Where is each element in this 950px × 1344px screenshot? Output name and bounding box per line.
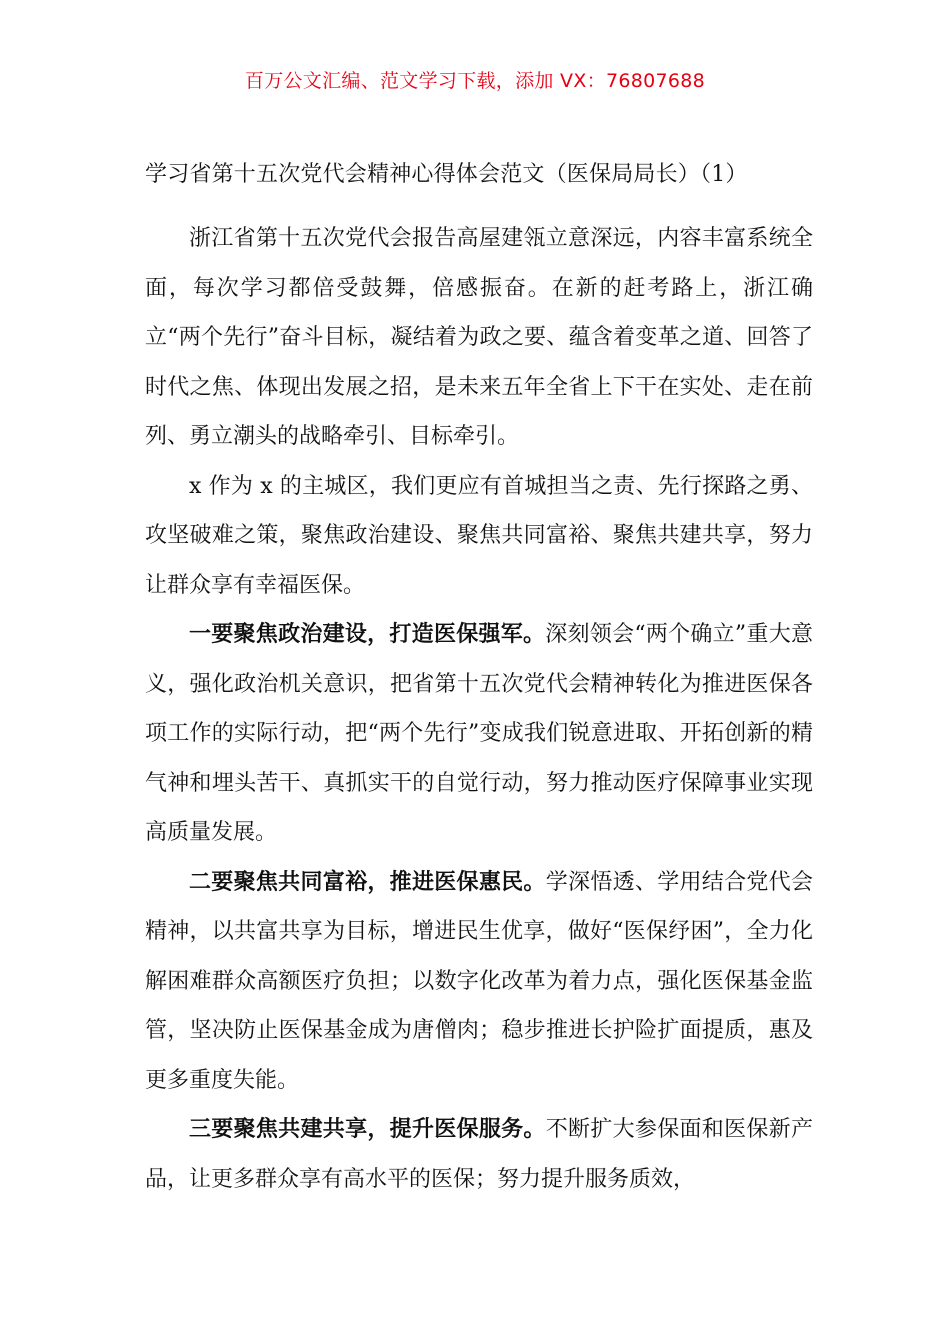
document-title: 学习省第十五次党代会精神心得体会范文（医保局局长）（1）: [145, 162, 748, 187]
paragraph-text: 深刻领会“两个确立”重大意义，强化政治机关意识，把省第十五次党代会精神转化为推进医保各项工作的实际行动，把“两个先行”变成我们锐意进取、开拓创新的精气神和埋头苦干、真抓实干的自觉行动，努力推动医疗保障事业实现高质量发展。: [145, 622, 813, 845]
paragraph-lead: 二要聚焦共同富裕，推进医保惠民。: [189, 868, 546, 895]
paragraph-point-2: [145, 858, 813, 1106]
paragraph-context: [145, 462, 813, 611]
paragraph-lead: 三要聚焦共建共享，提升医保服务。: [189, 1116, 546, 1142]
header-banner: 百万公文汇编、范文学习下载，添加 VX：76807688: [244, 70, 706, 92]
paragraph-lead: 一要聚焦政治建设，打造医保强军。: [189, 621, 546, 647]
paragraph-text: 不断扩大参保面和医保新产品，让更多群众享有高水平的医保；努力提升服务质效，: [145, 1117, 813, 1192]
paragraph-point-3: [145, 1105, 813, 1204]
paragraph-text: x 作为 x 的主城区，我们更应有首城担当之责、先行探路之勇、攻坚破难之策，聚焦政治建设、聚焦共同富裕、聚焦共建共享，努力让群众享有幸福医保。: [145, 473, 813, 598]
paragraph-text: 浙江省第十五次党代会报告高屋建瓴立意深远，内容丰富系统全面，每次学习都倍受鼓舞，倍感振奋。在新的赶考路上，浙江确立“两个先行”奋斗目标，凝结着为政之要、蕴含着变革之道、回答了时代之焦、体现出发展之招，是未来五年全省上下干在实处、走在前列、勇立潮头的战略牵引、目标牵引。: [145, 226, 813, 449]
document-body: [145, 214, 813, 1204]
paragraph-text: 学深悟透、学用结合党代会精神，以共富共享为目标，增进民生优享，做好“医保纾困”，全力化解困难群众高额医疗负担；以数字化改革为着力点，强化医保基金监管，坚决防止医保基金成为唐僧肉；稳步推进长护险扩面提质，惠及更多重度失能。: [145, 869, 813, 1093]
paragraph-point-1: [145, 610, 813, 858]
paragraph-intro: [145, 214, 813, 462]
